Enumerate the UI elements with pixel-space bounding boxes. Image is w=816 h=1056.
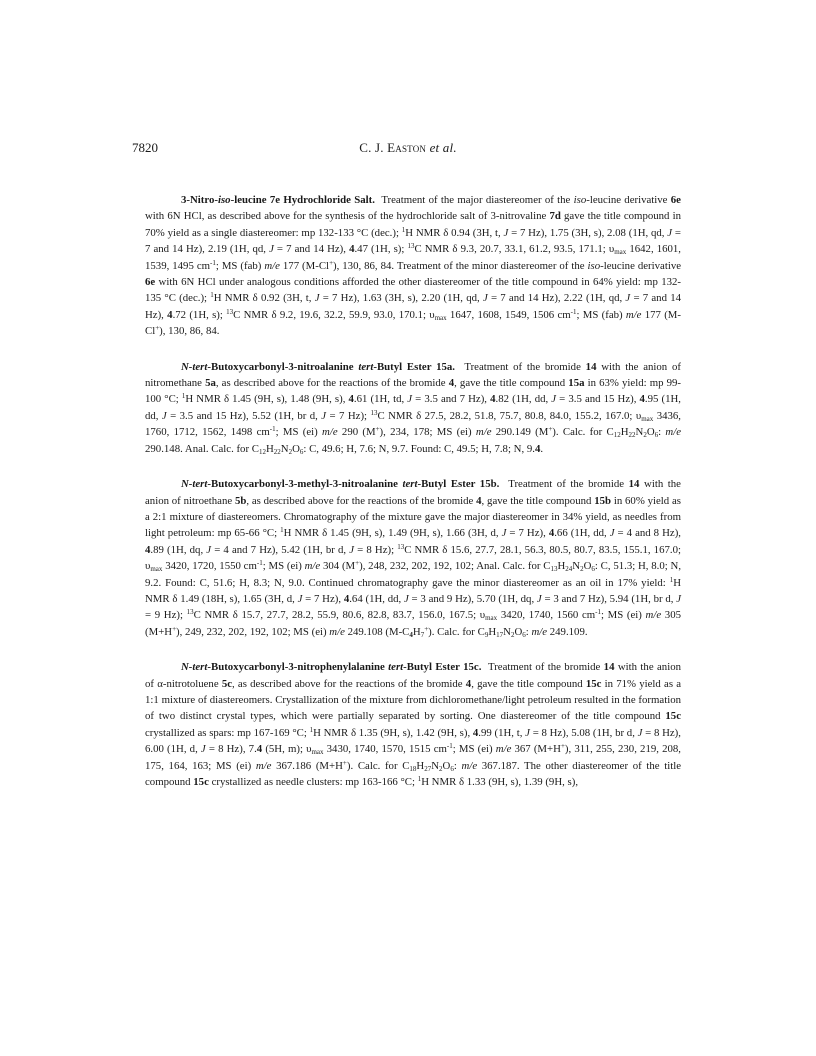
- section-3-nitro-isoleucine: [145, 192, 681, 340]
- running-head: [0, 140, 816, 156]
- running-head-etal: et al.: [429, 140, 457, 155]
- section-title: N-tert-Butoxycarbonyl-3-methyl-3-nitroalanine tert-Butyl Ester 15b.: [181, 478, 500, 491]
- section-title: N-tert-Butoxycarbonyl-3-nitroalanine tert-Butyl Ester 15a.: [181, 360, 455, 373]
- body-text: [145, 192, 681, 809]
- page-number: 7820: [132, 140, 158, 155]
- running-head-surname: Easton: [387, 140, 427, 155]
- section-paragraph: Treatment of the bromide 14 with the anion of nitroethane 5b, as described above for the reactions of the bromide 4, gave the title compound 15b in 60% yield as a 2:1 mixture of diastereomers. Chromatography of the mixture gave the major diastereomer in 34% yield, as needles from light petroleum: mp 65-66 °C; $^1$H NMR δ 1.45 (9H, s), 1.49 (9H, s), 1.66 (3H, d, J = 7 Hz), 4.66 (1H, dd, J = 4 and 8 Hz), 4.89 (1H, dq, J = 4 and 7 Hz), 5.42 (1H, br d, J = 8 Hz); $^{13}$C NMR δ 15.6, 27.7, 28.1, 56.3, 80.5, 80.7, 83.5, 155.1, 167.0; $\upsilon_{max}$ 3420, 1720, 1550 $cm^{-1}$; MS (ei) m/e 304 (M+), 248, 232, 202, 192, 102; Anal. Calc. for $C_{13}H_{24}N_2O_6$: C, 51.3; H, 8.0; N, 9.2. Found: C, 51.6; H, 8.3; N, 9.0. Continued chromatography gave the minor diastereomer as an oil in 17% yield: $^1$H NMR δ 1.49 (18H, s), 1.65 (3H, d, J = 7 Hz), 4.64 (1H, dd, J = 3 and 9 Hz), 5.70 (1H, dq, J = 3 and 7 Hz), 5.94 (1H, br d, J = 9 Hz); $^{13}$C NMR δ 15.7, 27.7, 28.2, 55.9, 80.6, 82.8, 83.7, 156.0, 167.5; $\upsilon_{max}$ 3420, 1740, 1560 $cm^{-1}$; MS (ei) m/e 305 (M+H+), 249, 232, 202, 192, 102; MS (ei) m/e 249.108 $(M-C_4H_7^+)$. Calc. for $C_9H_{17}N_2O_6$: m/e 249.109.: [145, 478, 682, 639]
- running-head-initials: C. J.: [359, 140, 388, 155]
- section-title: 3-Nitro-iso-leucine 7e Hydrochloride Salt.: [181, 194, 375, 206]
- section-paragraph: Treatment of the bromide 14 with the anion of α-nitrotoluene 5c, as described above for the reactions of the bromide 4, gave the title compound 15c in 71% yield as a 1:1 mixture of diastereomers. Crystallization of the mixture from dichloromethane/light petroleum resulted in the formation of two distinct crystal types, which were partially separated by sorting. One diastereomer of the title compound 15c crystallized as spars: mp 167-169 °C; $^1$H NMR δ 1.35 (9H, s), 1.42 (9H, s), 4.99 (1H, t, J = 8 Hz), 5.08 (1H, br d, J = 8 Hz), 6.00 (1H, d, J = 8 Hz), 7.4 (5H, m); $\upsilon_{max}$ 3430, 1740, 1570, 1515 $cm^{-1}$; MS (ei) m/e 367 (M+H+), 311, 255, 230, 219, 208, 175, 164, 163; MS (ei) m/e 367.186 (M+H+). Calc. for $C_{18}H_{27}N_2O_6$: m/e 367.187. The other diastereomer of the title compound 15c crystallized as needle clusters: mp 163-166 °C; $^1$H NMR δ 1.33 (9H, s), 1.39 (9H, s),: [145, 661, 682, 788]
- section-15c: [145, 659, 681, 790]
- section-15b: [145, 476, 681, 640]
- section-paragraph: Treatment of the major diastereomer of the iso-leucine derivative 6e with 6N HCl, as described above for the synthesis of the hydrochloride salt of 3-nitrovaline 7d gave the title compound in 70% yield as a single diastereomer: mp 132-133 °C (dec.); $^1$H NMR δ 0.94 (3H, t, J = 7 Hz), 1.75 (3H, s), 2.08 (1H, qd, J = 7 and 14 Hz), 2.19 (1H, qd, J = 7 and 14 Hz), 4.47 (1H, s); $^{13}$C NMR δ 9.3, 20.7, 33.1, 61.2, 93.5, 171.1; $\upsilon_{max}$ 1642, 1601, 1539, 1495 $cm^{-1}$; MS (fab) m/e 177 (M-Cl+), 130, 86, 84. Treatment of the minor diastereomer of the iso-leucine derivative 6e with 6N HCl under analogous conditions afforded the other diastereomer of the title compound in 64% yield: mp 132-135 °C (dec.); $^1$H NMR δ 0.92 (3H, t, J = 7 Hz), 1.63 (3H, s), 2.20 (1H, qd, J = 7 and 14 Hz), 2.22 (1H, qd, J = 7 and 14 Hz), 4.72 (1H, s); $^{13}$C NMR δ 9.2, 19.6, 32.2, 59.9, 93.0, 170.1; $\upsilon_{max}$ 1647, 1608, 1549, 1506 $cm^{-1}$; MS (fab) m/e 177 (M-Cl+), 130, 86, 84.: [145, 194, 682, 338]
- section-title: N-tert-Butoxycarbonyl-3-nitrophenylalanine tert-Butyl Ester 15c.: [181, 661, 482, 674]
- section-paragraph: Treatment of the bromide 14 with the anion of nitromethane 5a, as described above for the reactions of the bromide 4, gave the title compound 15a in 63% yield: mp 99-100 °C; $^1$H NMR δ 1.45 (9H, s), 1.48 (9H, s), 4.61 (1H, td, J = 3.5 and 7 Hz), 4.82 (1H, dd, J = 3.5 and 15 Hz), 4.95 (1H, dd, J = 3.5 and 15 Hz), 5.52 (1H, br d, J = 7 Hz); $^{13}$C NMR δ 27.5, 28.2, 51.8, 75.7, 80.8, 84.0, 155.2, 167.0; $\upsilon_{max}$ 3436, 1760, 1712, 1562, 1498 $cm^{-1}$; MS (ei) m/e 290 (M+), 234, 178; MS (ei) m/e 290.149 (M+). Calc. for $C_{12}H_{22}N_2O_6$: m/e 290.148. Anal. Calc. for $C_{12}H_{22}N_2O_6$: C, 49.6; H, 7.6; N, 9.7. Found: C, 49.5; H, 7.8; N, 9.4.: [145, 360, 682, 456]
- section-15a: [145, 359, 681, 457]
